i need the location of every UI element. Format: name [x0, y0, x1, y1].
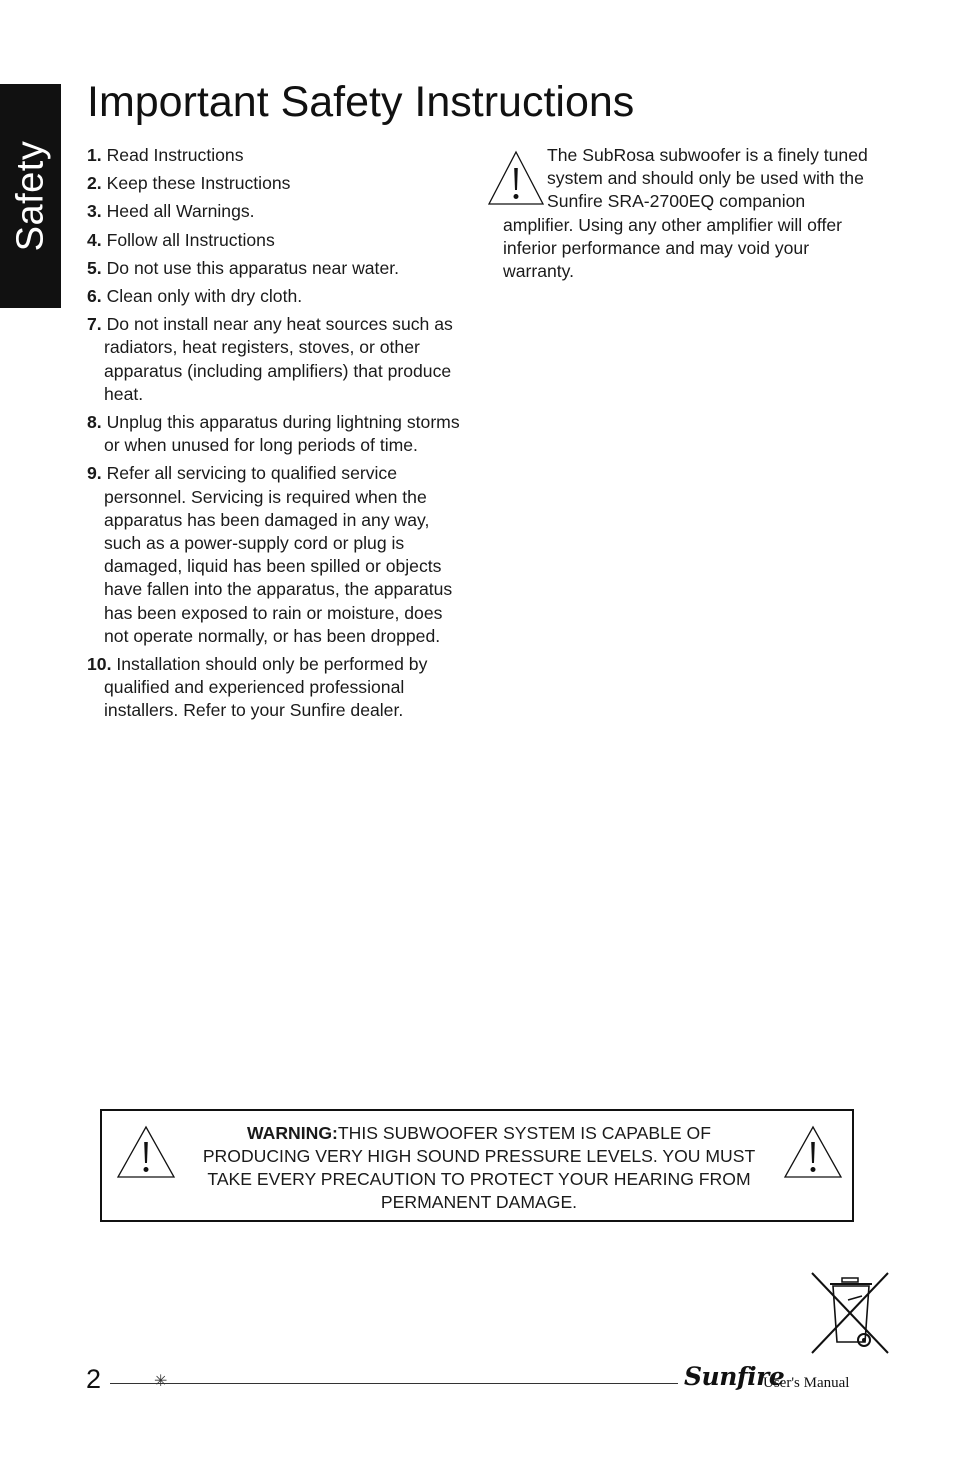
list-item	[87, 257, 467, 280]
instruction-list	[87, 144, 467, 728]
crossed-out-wheelie-bin-icon	[808, 1270, 892, 1356]
manual-label: User's Manual	[763, 1375, 850, 1391]
footer-divider	[110, 1383, 678, 1384]
footer-ornament: ✳	[154, 1373, 168, 1390]
item-number: 7.	[87, 314, 102, 335]
warning-message: THIS SUBWOOFER SYSTEM IS CAPABLE OF PRODUCING VERY HIGH SOUND PRESSURE LEVELS. YOU MUST TAKE EVERY PRECAUTION TO PROTECT YOUR HEARING FROM PERMANENT DAMAGE.	[202, 1123, 756, 1212]
item-text: Unplug this apparatus during lightning storms or when unused for long periods of time.	[104, 412, 460, 456]
list-item	[87, 229, 467, 252]
item-number: 1.	[87, 145, 102, 165]
warning-box	[100, 1109, 854, 1222]
item-text: Keep these Instructions	[106, 173, 291, 194]
item-text: Do not install near any heat sources such as radiators, heat registers, stoves, or other apparatus (including amplifiers) that produce heat.	[104, 314, 453, 404]
list-item	[87, 411, 467, 457]
note-text: The SubRosa subwoofer is a finely tuned system and should only be used with the Sunfire SRA-2700EQ companion amplifier. Using any other amplifier will offer inferior performance and may void your warranty.	[503, 145, 868, 282]
list-item	[87, 313, 467, 406]
item-text: Follow all Instructions	[106, 229, 275, 250]
caution-triangle-icon	[115, 1124, 177, 1180]
item-text: Read Instructions	[106, 145, 244, 165]
item-number: 3.	[87, 201, 102, 222]
item-number: 8.	[87, 412, 102, 433]
list-item	[87, 285, 467, 308]
list-item	[87, 653, 467, 723]
item-text: Heed all Warnings.	[106, 201, 255, 222]
brand-logo: Sunfire	[684, 1362, 785, 1391]
item-text: Installation should only be performed by qualified and experienced professional installers. Refer to your Sunfire dealer.	[104, 654, 428, 721]
caution-triangle-icon	[485, 148, 547, 208]
section-tab-label: Safety	[9, 140, 51, 252]
item-number: 2.	[87, 173, 102, 194]
item-number: 9.	[87, 463, 102, 484]
compatibility-note	[503, 144, 873, 283]
item-number: 10.	[87, 654, 112, 675]
item-text: Do not use this apparatus near water.	[106, 257, 400, 278]
warning-text	[202, 1122, 756, 1214]
page-number: 2	[86, 1364, 102, 1394]
list-item	[87, 144, 467, 167]
page-title: Important Safety Instructions	[87, 78, 635, 126]
list-item	[87, 462, 467, 648]
section-tab	[0, 84, 61, 308]
item-number: 6.	[87, 286, 102, 307]
list-item	[87, 200, 467, 223]
list-item	[87, 172, 467, 195]
item-number: 5.	[87, 257, 102, 278]
item-number: 4.	[87, 229, 102, 250]
caution-triangle-icon	[782, 1124, 844, 1180]
item-text: Refer all servicing to qualified service personnel. Servicing is required when the apparatus has been damaged in any way, such as a power-supply cord or plug is damaged, liquid has been spilled or objects have fallen into the apparatus, the apparatus has been exposed to rain or moisture, does not operate normally, or has been dropped.	[104, 463, 453, 646]
warning-label: WARNING:	[246, 1123, 338, 1143]
item-text: Clean only with dry cloth.	[106, 286, 303, 307]
